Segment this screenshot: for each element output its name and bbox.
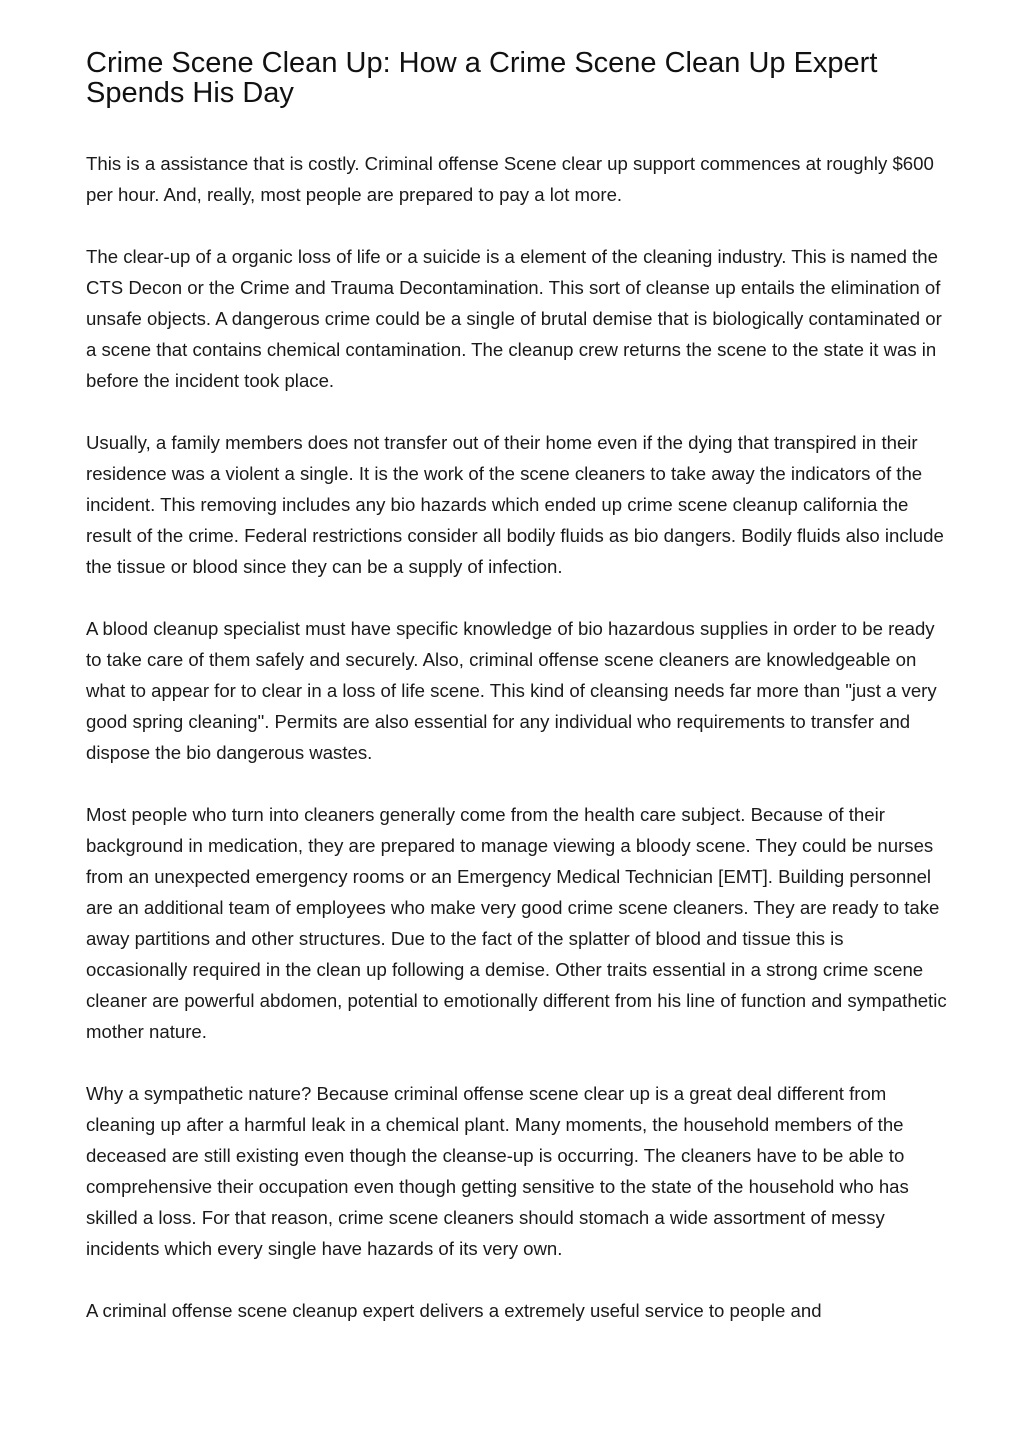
- paragraph-1: This is a assistance that is costly. Criminal offense Scene clear up support commences at roughly $600 per hour. And, really, most people are prepared to pay a lot more.: [86, 153, 934, 205]
- paragraph-2: The clear-up of a organic loss of life or a suicide is a element of the cleaning industry. This is named the CTS Decon or the Crime and Trauma Decontamination. This sort of cleanse up entails the elimination of unsafe objects. A dangerous crime could be a single of brutal demise that is biologically contaminated or a scene that contains chemical contamination. The cleanup crew returns the scene to the state it was in before the incident took place.: [86, 246, 942, 391]
- paragraph-3: Usually, a family members does not transfer out of their home even if the dying that transpired in their residence was a violent a single. It is the work of the scene cleaners to take away the indicators of the incident. This removing includes any bio hazards which ended up crime scene cleanup california the result of the crime. Federal restrictions consider all bodily fluids as bio dangers. Bodily fluids also include the tissue or blood since they can be a supply of infection.: [86, 432, 944, 577]
- document-title: Crime Scene Clean Up: How a Crime Scene Clean Up Expert Spends His Day: [86, 47, 878, 109]
- document-page: [86, 48, 948, 1357]
- paragraph-6: Why a sympathetic nature? Because criminal offense scene clear up is a great deal different from cleaning up after a harmful leak in a chemical plant. Many moments, the household members of the deceased are still existing even though the cleanse-up is occurring. The cleaners have to be able to comprehensive their occupation even though getting sensitive to the state of the household who has skilled a loss. For that reason, crime scene cleaners should stomach a wide assortment of messy incidents which every single have hazards of its very own.: [86, 1083, 909, 1259]
- paragraph-4: A blood cleanup specialist must have specific knowledge of bio hazardous supplies in order to be ready to take care of them safely and securely. Also, criminal offense scene cleaners are knowledgeable on what to appear for to clear in a loss of life scene. This kind of cleansing needs far more than "just a very good spring cleaning". Permits are also essential for any individual who requirements to transfer and dispose the bio dangerous wastes.: [86, 618, 937, 763]
- paragraph-5: Most people who turn into cleaners generally come from the health care subject. Because of their background in medication, they are prepared to manage viewing a bloody scene. They could be nurses from an unexpected emergency rooms or an Emergency Medical Technician [EMT]. Building personnel are an additional team of employees who make very good crime scene cleaners. They are ready to take away partitions and other structures. Due to the fact of the splatter of blood and tissue this is occasionally required in the clean up following a demise. Other traits essential in a strong crime scene cleaner are powerful abdomen, potential to emotionally different from his line of function and sympathetic mother nature.: [86, 804, 947, 1042]
- paragraph-7: A criminal offense scene cleanup expert delivers a extremely useful service to people and: [86, 1300, 822, 1321]
